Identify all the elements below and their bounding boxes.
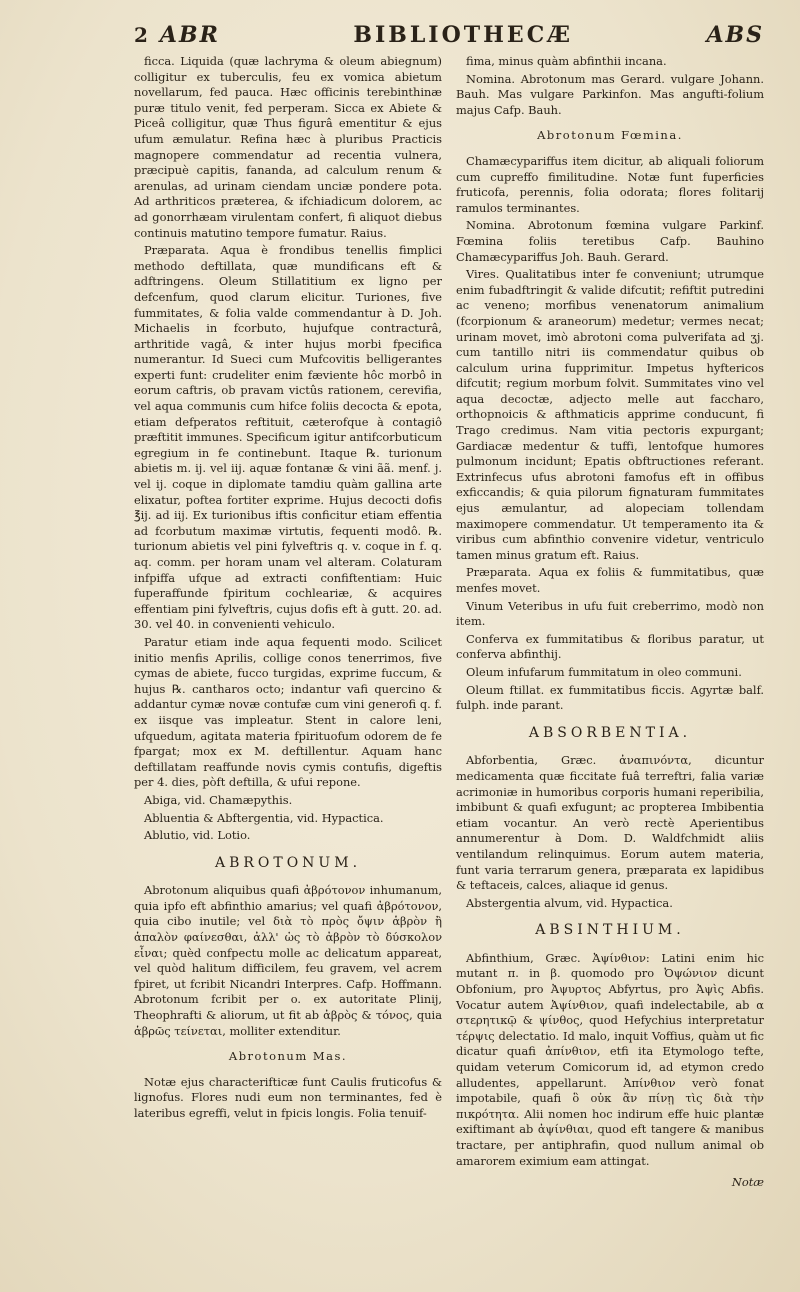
header-left-abbr: ABR (159, 22, 220, 48)
paragraph: fima, minus quàm abfinthii incana. (466, 54, 667, 68)
paragraph: ficca. Liquida (quæ lachryma & oleum abiegnum) colligitur ex tuberculis, feu ex vomica abietum novellarum, fed pauca. Hæc officinis terebinthinæ puræ titulo venit, fed perperam. Sicca ex Abiete & Piceâ colligitur, quæ Thus figurâ ementitur & ejus ufum æmulatur. Refina hæc à pluribus Practicis magnopere commendatur ad recentia vulnera, præcipuè capitis, fananda, ad calculum renum & arenulas, ad urinam ciendam unciæ pondere pota. Ad arthriticos præterea, & ifchiadicum dolorem, ac ad gonorrhæam virulentam confert, fi aliquot diebus continuis matutino tempore fumatur. Raius. (134, 54, 442, 240)
cross-reference: Ablutio, vid. Lotio. (144, 828, 251, 843)
section-heading: ABSORBENTIA. (528, 724, 692, 741)
paragraph: Abfinthium, Græc. Ἀψίνθιον: Latini enim hic mutant π. in β. quomodo pro Ὀψώνιον dicunt Obfonium, pro Ἀψυρτος Abfyrtus, pro Ἀψὶς Abfis. Vocatur autem Ἀψίνθιον, quafi indelectabile, ab α στερητικῷ & ψίνθος, quod Hefychius interpretatur τέρψις delectatio. Id malo, inquit Voffius, quàm ut fic dicatur quafi ἀπίνθιον, etfi ita Etymologo tefte, quidam veterum Comicorum id, ad etymon credo alludentes, appellarunt. Ἀπίνθιον verò fonat impotabile, quafi ὃ οὐκ ἂν πίνῃ τὶς διὰ τὴν πικρότητα. Alii nomen hoc indirum effe huic plantæ exiftimant ab ἀψίνθιαι, quod eft tangere & manibus tractare, per antiphrafin, quod nullum animal ob amarorem eximium eam attingat. (456, 950, 764, 1168)
catchword: Notæ (731, 1175, 764, 1190)
paragraph: Nomina. Abrotonum fœmina vulgare Parkinf. Fœmina foliis teretibus Cafp. Bauhino Chamæcypariffus Joh. Bauh. Gerard. (456, 218, 764, 264)
section-heading: ABSINTHIUM. (535, 922, 685, 939)
paragraph: Oleum ftillat. ex fummitatibus ficcis. Agyrtæ balf. fulph. inde parant. (456, 682, 764, 713)
header-title: BIBLIOTHECÆ (353, 22, 573, 48)
paragraph: Nomina. Abrotonum mas Gerard. vulgare Johann. Bauh. Mas vulgare Parkinfon. Mas angufti-folium majus Cafp. Bauh. (456, 71, 764, 117)
paragraph: Vires. Qualitatibus inter fe conveniunt; utrumque enim fubadftringit & valide difcutit; refiftit putredini ac veneno; morfibus venenatorum animalium (fcorpionum & araneorum) medetur; vermes necat; urinam movet, imò abrotoni coma pulverifata ad ʒj. cum tantillo nitri iis commendatur quibus ob calculum urina fupprimitur. Impetus hyftericos difcutit; regium morbum folvit. Summitates vino vel aqua decoctæ, adjecto melle aut faccharo, orthopnoicis & afthmaticis apprime conducunt, fi Trago credimus. Nam vitia pectoris expurgant; Gardiacæ medentur & tuffi, lentofque humores pulmonum incidunt; Epatis obftructiones referant. Extrinfecus ufus abrotoni famofus eft in offibus exficcandis; & quia pilorum fignaturam fummitates ejus æmulantur, ad alopeciam tollendam maximopere commendatur. Ut temperamento ita & viribus cum abfinthio convenire videtur, ventriculo tamen minus gratum eft. Raius. (456, 267, 764, 562)
paragraph: Notæ ejus characterifticæ funt Caulis fruticofus & lignofus. Flores nudi eum non terminantes, fed è lateribus egreffi, velut in fpicis longis. Folia tenuif- (134, 1074, 442, 1120)
paragraph: Oleum infufarum fummitatum in oleo communi. (466, 664, 742, 679)
running-header (134, 22, 764, 48)
page-number: 2 (134, 23, 150, 47)
header-left (134, 22, 220, 48)
paragraph: Præparata. Aqua ex foliis & fummitatibus, quæ menfes movet. (456, 565, 764, 595)
subsection-heading: Abrotonum Fœmina. (537, 128, 683, 143)
paragraph: Chamæcypariffus item dicitur, ab aliquali foliorum cum cupreffo fimilitudine. Notæ funt fuperficies fruticofa, perennis, folia odorata; flores folitarij ramulos terminantes. (456, 153, 764, 215)
paragraph: Vinum Veteribus in ufu fuit creberrimo, modò non item. (456, 598, 764, 629)
cross-reference: Abiga, vid. Chamæpythis. (144, 792, 293, 807)
section-heading: ABROTONUM. (214, 854, 362, 871)
left-column (134, 54, 442, 1191)
two-column-text (134, 54, 764, 1191)
paragraph: Abrotonum aliquibus quafi ἀβρότονον inhumanum, quia ipfo eft abfinthio amarius; vel quafi ἀβρότονον, quia cibo inutile; vel διὰ τὸ πρὸς ὄψιν ἁβρὸν ἢ ἁπαλὸν φαίνεσθαι, ἀλλ' ὡς τὸ ἀβρὸν τὸ δύσκολον εἶναι; quèd confpectu molle ac delicatum appareat, vel quòd halitum difficilem, feu gravem, vel acrem fpiret, ut fcribit Nicandri Interpres. Cafp. Hoffmann. Abrotonum fcribit per o. ex autoritate Plinij, Theophrafti & aliorum, ut fit ab ἀβρὸς & τόνος, quia ἁβρῶς τείνεται, molliter extenditur. (134, 883, 442, 1038)
paragraph: Præparata. Aqua è frondibus tenellis fimplici methodo deftillata, quæ mundificans eft & adftringens. Oleum Stillatitium ex ligno per defcenfum, quod clarum elicitur. Turiones, five fummitates, & folia valde commendantur à D. Joh. Michaelis in fcorbuto, hujufque contracturâ, arthritide vagâ, & inter hujus morbi fpecifica numerantur. Id Sueci cum Mufcovitis belligerantes experti funt: crudeliter enim fæviente hôc morbô in eorum caftris, ob pravam victûs rationem, cerevifia, vel aqua communis cum hifce foliis decocta & epota, etiam defperatos reftituit, cæterofque à contagiô præftitit immunes. Specificum igitur antifcorbuticum egregium in fe continebunt. Itaque ℞. turionum abietis m. ij. vel iij. aquæ fontanæ & vini ãã. menf. j. vel ij. coque in diplomate tamdiu quàm gallina arte elixatur, poftea fortiter exprime. Hujus decocti dofis ℥ij. ad iij. Ex turionibus iftis conficitur etiam effentia ad fcorbutum maximæ virtutis, fequenti modô. ℞. turionum abietis vel pini fylveftris q. v. coque in f. q. aq. comm. per horam unam vel alteram. Colaturam infpiffa ufque ad extracti confiftentiam: Huic fuperaffunde fpiritum cochleariæ, & acquires effentiam pini fylveftris, cujus dofis eft à gutt. 20. ad. 30. vel 40. in convenienti vehiculo. (134, 243, 442, 632)
cross-reference: Abstergentia alvum, vid. Hypactica. (466, 895, 673, 910)
right-column (456, 54, 764, 1191)
header-right-abbr: ABS (706, 22, 764, 48)
subsection-heading: Abrotonum Mas. (228, 1049, 348, 1064)
paragraph: Paratur etiam inde aqua fequenti modo. Scilicet initio menfis Aprilis, collige conos tenerrimos, five cymas de abiete, fucco turgidas, exprime fuccum, & hujus ℞. cantharos octo; indantur vafi quercino & addantur cymæ novæ contufæ cum vini generofi q. f. ex iisque vas impleatur. Stent in calore leni, ufquedum, agitata materia fpirituofum odorem de fe fpargat; mox ex M. deftillentur. Aquam hanc deftillatam reaffunde novis cymis contufis, digeftis per 4. dies, pòft deftilla, & ufui repone. (134, 634, 442, 790)
cross-reference: Abluentia & Abftergentia, vid. Hypactica. (144, 810, 384, 825)
paragraph: Abforbentia, Græc. ἀναπινόντα, dicuntur medicamenta quæ ficcitate fuâ terreftri, falia variæ acrimoniæ in humoribus corporis humani reperibilia, imbibunt & quafi exfugunt; ac propterea Imbibentia etiam vocantur. An verò rectè Aperientibus annumerentur à Dom. D. Waldfchmidt aliis ventilandum relinquimus. Eorum autem materia, funt varia terrarum genera, præparata ex lapidibus & teftaceis, calces, aliaque id genus. (456, 753, 764, 893)
paragraph: Conferva ex fummitatibus & floribus paratur, ut conferva abfinthij. (456, 631, 764, 662)
